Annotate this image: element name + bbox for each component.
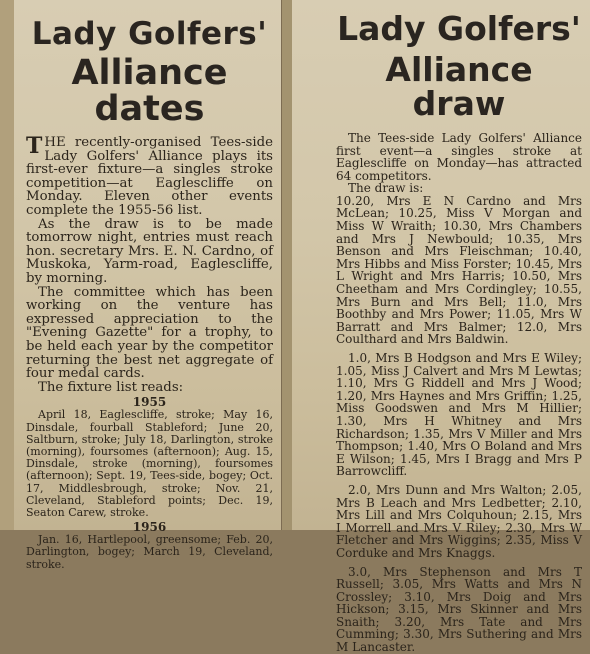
draw-morning: 10.20, Mrs E N Cardno and Mrs McLean; 10.25, Miss V Morgan and Miss W Wraith; 10.30, Mrs Chambers and Mrs J Newbould; 10.35, Mrs Benson and Mrs Fleischman; 10.40, Mrs Hibbs and Miss Forster; 10.45, Mrs L Wright and Mrs Harris; 10.50, Mrs Cheetham and Mrs Cordingley; 10.55, Mrs Burn and Mrs Bell; 11.0, Mrs Boothby and Mrs Power; 11.05, Mrs W Barratt and Mrs Balmer; 12.0, Mrs Coulthard and Mrs Baldwin.	[336, 193, 582, 347]
left-headline-line2: Alliance dates	[71, 52, 228, 130]
year-heading-1955: 1955	[132, 395, 167, 410]
draw-one-oclock: 1.0, Mrs B Hodgson and Mrs E Wiley; 1.05, Miss J Calvert and Mrs M Lewtas; 1.10, Mrs G Riddell and Mrs J Wood; 1.20, Mrs Haynes and Mrs Griffin; 1.25, Miss Goodswen and Mrs M Hillier; 1.30, Mrs H Whitney and Mrs Richardson; 1.35, Mrs V Miller and Mrs Thompson; 1.40, Mrs O Boland and Mrs E Wilson; 1.45, Mrs I Bragg and Mrs P Barrowcliff.	[336, 351, 582, 479]
right-headline-line2: Alliance draw	[385, 49, 533, 124]
clipping-alliance-dates	[14, 0, 282, 571]
right-headline-line1: Lady Golfers'	[337, 9, 581, 48]
left-paragraph-3: The committee which has been working on the venture has expressed appreciation to the "Evening Gazette" for a trophy, to be held each year by the competitor returning the best net aggregate of four medal cards.	[26, 284, 273, 382]
left-paragraph-1-text: HE recently-organised Tees-side Lady Golfers' Alliance plays its first-ever fixture—a singles stroke competition—at Eaglescliffe on Monday. Eleven other events complete the 1955-56 list.	[26, 135, 273, 219]
left-headline-line1: Lady Golfers'	[31, 16, 268, 52]
background-edge	[0, 0, 14, 530]
left-paragraph-2: As the draw is to be made tomorrow night, entries must reach hon. secretary Mrs. E. N. Cardno, of Muskoka, Yarm-road, Eaglescliffe, by morning.	[26, 216, 273, 286]
left-paragraph-1	[26, 133, 273, 219]
draw-two-oclock: 2.0, Mrs Dunn and Mrs Walton; 2.05, Mrs B Leach and Mrs Ledbetter; 2.10, Mrs Lill and Mrs Colquhoun; 2.15, Mrs I Morrell and Mrs V Riley; 2.30, Mrs W Fletcher and Mrs Wiggins; 2.35, Miss V Corduke and Mrs Knaggs.	[336, 482, 582, 560]
fixtures-1955: April 18, Eaglescliffe, stroke; May 16, Dinsdale, fourball Stableford; June 20, Saltburn, stroke; July 18, Darlington, stroke (morning), foursomes (afternoon); Aug. 15, Dinsdale, stroke (morning), foursomes (afternoon); Sept. 19, Tees-side, bogey; Oct. 17, Middlesbrough, stroke; Nov. 21, Cleveland, Stableford points; Dec. 19, Seaton Carew, stroke.	[26, 408, 273, 519]
year-heading-1956: 1956	[132, 520, 167, 535]
drop-cap: T	[26, 133, 43, 160]
right-intro: The Tees-side Lady Golfers' Alliance first event—a singles stroke at Eaglescliffe on Monday—has attracted 64 competitors.	[336, 130, 582, 183]
gutter	[282, 0, 292, 530]
draw-three-oclock: 3.0, Mrs Stephenson and Mrs T Russell; 3.05, Mrs Watts and Mrs N Crossley; 3.10, Mrs Doig and Mrs Hickson; 3.15, Mrs Skinner and Mrs Snaith; 3.20, Mrs Tate and Mrs Cumming; 3.30, Mrs Suthering and Mrs M Lancaster.	[336, 564, 582, 654]
fixtures-1956: Jan. 16, Hartlepool, greensome; Feb. 20, Darlington, bogey; March 19, Cleveland, stroke.	[26, 533, 273, 571]
clipping-alliance-draw	[292, 0, 590, 654]
left-paragraph-4: The fixture list reads:	[38, 379, 184, 395]
draw-label: The draw is:	[348, 181, 424, 196]
